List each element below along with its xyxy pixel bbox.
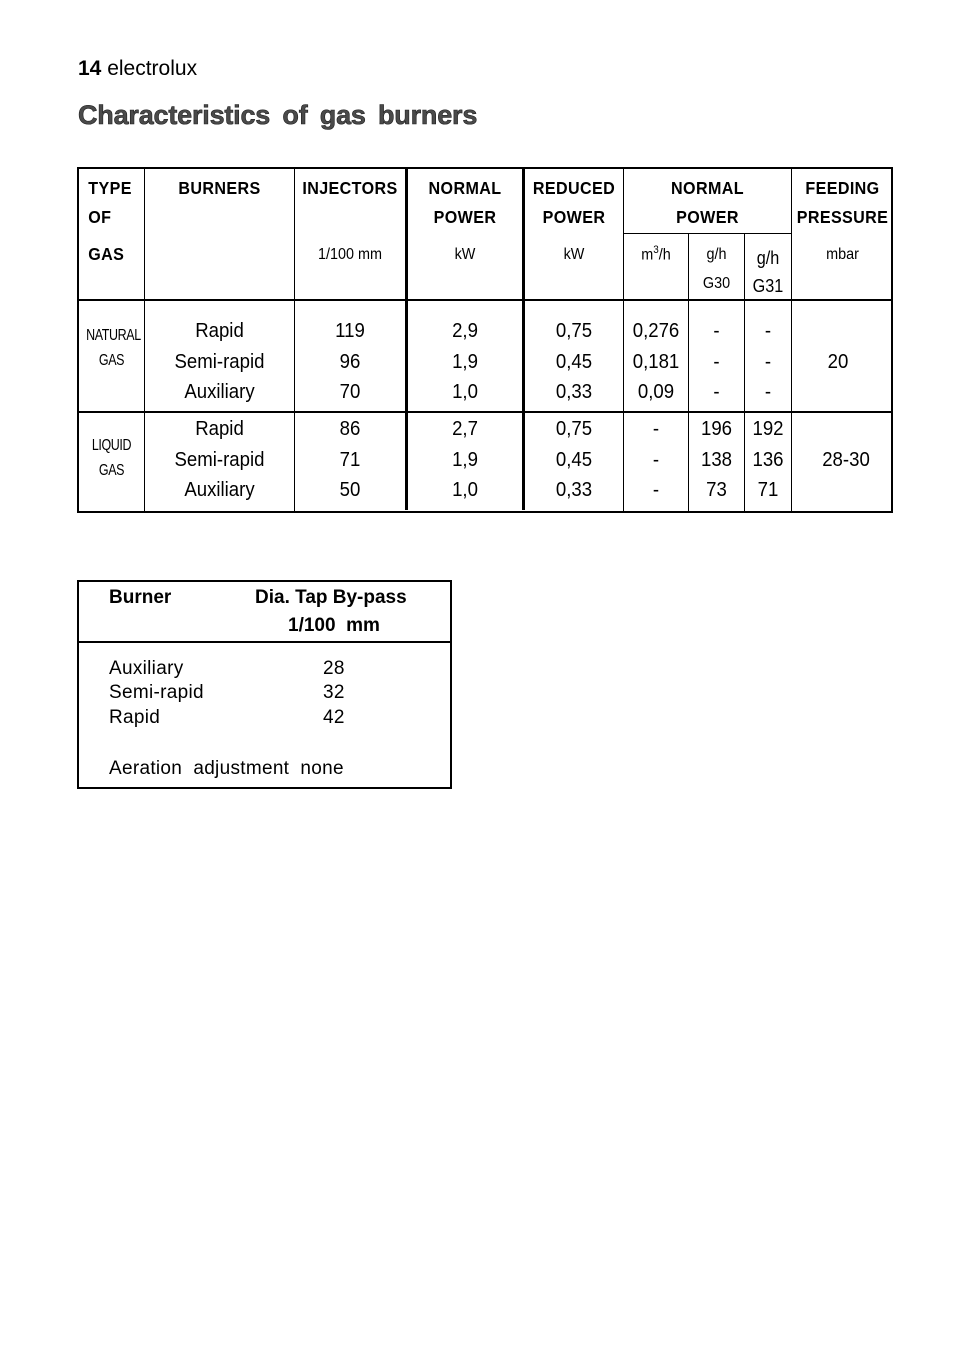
natural-injectors: 119 96 70 <box>335 320 365 403</box>
liquid-pressure: 28-30 <box>822 449 870 471</box>
row-value-rapid: 42 <box>323 707 345 728</box>
liquid-burners: Rapid Semi-rapid Auxiliary <box>174 418 265 501</box>
liquid-reduced-power: 0,75 0,45 0,33 <box>555 418 593 501</box>
header-normal-power: NORMAL POWER <box>428 178 502 227</box>
page-number: 14 <box>78 57 102 80</box>
header-injectors: INJECTORS <box>302 178 398 198</box>
row-burner-rapid: Rapid <box>109 707 161 728</box>
col-unit: 1/100 mm <box>288 615 380 636</box>
brand-name: electrolux <box>107 57 198 80</box>
header-reduced-power: REDUCED POWER <box>532 178 616 227</box>
unit-reduced-power: kW <box>563 246 585 263</box>
row-burner-auxiliary: Auxiliary <box>109 658 184 679</box>
unit-gh-g31: g/h G31 <box>752 248 784 296</box>
gas-burner-table <box>77 167 893 513</box>
natural-g30: - - - <box>713 320 720 403</box>
unit-gh-g30: g/h G30 <box>702 246 731 292</box>
natural-g31: - - - <box>764 320 772 403</box>
header-divider <box>79 641 450 643</box>
unit-normal-power: kW <box>454 246 476 263</box>
unit-m3h: $m^3/h$ <box>641 244 671 264</box>
liquid-g31: 192 136 71 <box>752 418 784 501</box>
natural-normal-power: 2,9 1,9 1,0 <box>452 320 478 403</box>
header-feeding-pressure: FEEDING PRESSURE <box>796 178 889 227</box>
page-header <box>78 57 197 81</box>
header-normal-power-flow: NORMAL POWER <box>671 178 744 227</box>
liquid-g30: 196 138 73 <box>700 418 733 501</box>
page-title: Characteristics of gas burners <box>78 100 478 130</box>
bypass-table <box>77 580 452 789</box>
col-dia-tap-bypass: Dia. Tap By-pass <box>255 587 407 608</box>
row-value-semi-rapid: 32 <box>323 682 345 703</box>
liquid-normal-power: 2,7 1,9 1,0 <box>452 418 478 501</box>
aeration-note: Aeration adjustment none <box>109 758 344 779</box>
natural-m3h: 0,276 0,181 0,09 <box>632 320 680 403</box>
natural-pressure: 20 <box>827 351 849 373</box>
natural-gas-label: NATURAL GAS <box>86 327 141 369</box>
header-type-of-gas: TYPE OF GAS <box>88 178 132 264</box>
row-value-auxiliary: 28 <box>323 658 345 679</box>
liquid-m3h: - - - <box>652 418 660 501</box>
col-burner: Burner <box>109 587 172 608</box>
unit-injectors: 1/100 mm <box>317 246 383 263</box>
natural-reduced-power: 0,75 0,45 0,33 <box>555 320 593 403</box>
row-burner-semi-rapid: Semi-rapid <box>109 682 204 703</box>
header-burners: BURNERS <box>178 178 261 198</box>
unit-pressure: mbar <box>826 246 859 263</box>
liquid-injectors: 86 71 50 <box>339 418 361 501</box>
natural-burners: Rapid Semi-rapid Auxiliary <box>174 320 265 403</box>
liquid-gas-label: LIQUID GAS <box>91 437 132 479</box>
